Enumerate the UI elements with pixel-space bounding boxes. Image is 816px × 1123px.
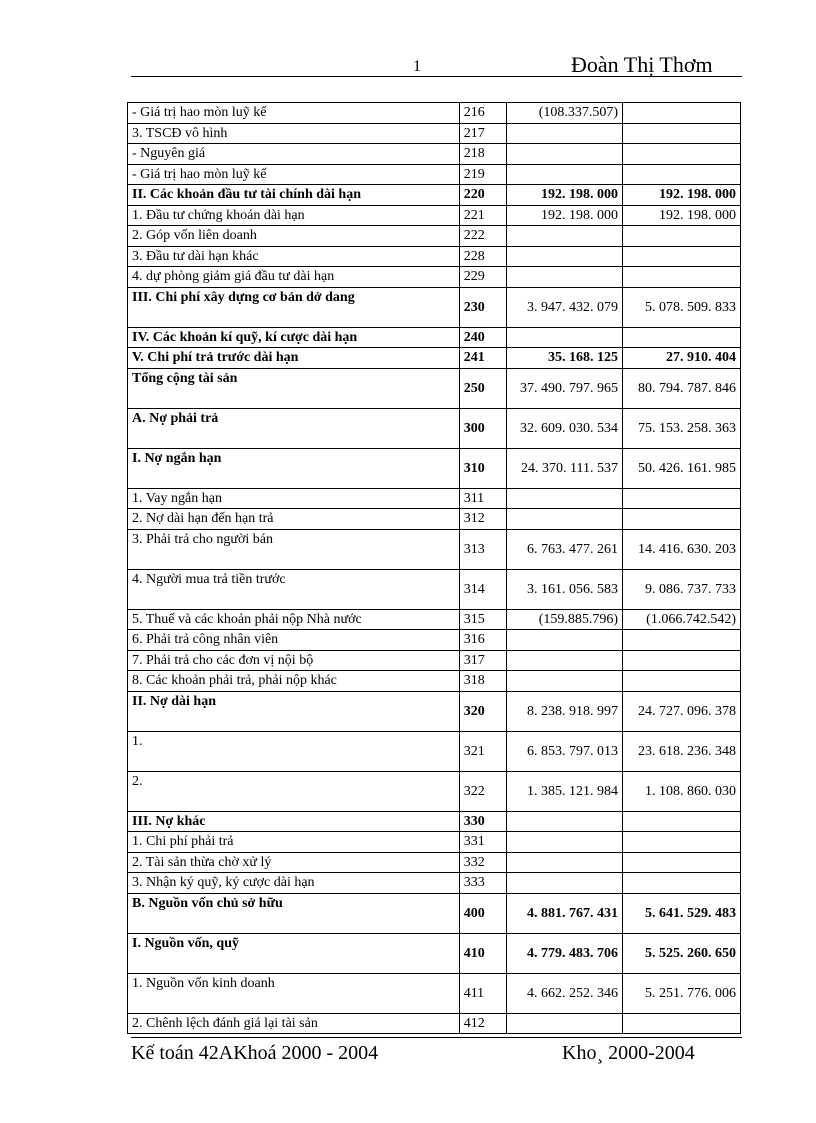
row-label-cell: 1. Chi phí phải trả [128,832,460,853]
row-label-cell: I. Nguồn vốn, quỹ [128,933,460,973]
row-label-cell: 1. Đầu tư chứng khoán dài hạn [128,205,460,226]
table-row [128,630,741,651]
table-row [128,226,741,247]
table-row [128,123,741,144]
row-label-cell: 4. dự phòng giảm giá đầu tư dài hạn [128,267,460,288]
row-label-cell: 1. [128,731,460,771]
row-code-cell: 333 [459,873,506,894]
table-row [128,1013,741,1034]
row-label-cell: 1. Vay ngắn hạn [128,488,460,509]
table-row [128,144,741,165]
row-value-previous-cell [623,123,741,144]
table-row [128,488,741,509]
row-label-cell: Tổng cộng tài sản [128,368,460,408]
table-row [128,205,741,226]
row-code-cell: 217 [459,123,506,144]
row-value-previous-cell: 5. 525. 260. 650 [623,933,741,973]
table-row [128,609,741,630]
row-code-cell: 317 [459,650,506,671]
row-code-cell: 240 [459,327,506,348]
row-label-cell: A. Nợ phải trả [128,408,460,448]
row-label-cell: V. Chi phí trả trước dài hạn [128,348,460,369]
row-value-current-cell: (159.885.796) [507,609,623,630]
row-code-cell: 312 [459,509,506,530]
table-row [128,327,741,348]
row-code-cell: 318 [459,671,506,692]
row-code-cell: 331 [459,832,506,853]
row-code-cell: 310 [459,448,506,488]
row-label-cell: 2. Chênh lệch đánh giá lại tài sản [128,1013,460,1034]
footer-rule [131,1037,742,1038]
row-label-cell: B. Nguồn vốn chủ sở hữu [128,893,460,933]
table-row [128,408,741,448]
row-code-cell: 228 [459,246,506,267]
row-code-cell: 230 [459,287,506,327]
row-code-cell: 241 [459,348,506,369]
row-value-current-cell [507,650,623,671]
row-label-cell: - Giá trị hao mòn luỹ kế [128,103,460,124]
row-value-previous-cell [623,650,741,671]
row-value-previous-cell [623,164,741,185]
table-row [128,731,741,771]
row-code-cell: 250 [459,368,506,408]
row-label-cell: I. Nợ ngắn hạn [128,448,460,488]
row-value-current-cell [507,671,623,692]
row-value-previous-cell [623,671,741,692]
table-row [128,671,741,692]
row-value-current-cell: 3. 947. 432. 079 [507,287,623,327]
row-code-cell: 313 [459,529,506,569]
row-value-previous-cell: 50. 426. 161. 985 [623,448,741,488]
table-row [128,650,741,671]
row-value-current-cell: 35. 168. 125 [507,348,623,369]
row-value-previous-cell [623,226,741,247]
row-value-previous-cell [623,144,741,165]
row-code-cell: 411 [459,973,506,1013]
row-value-current-cell [507,509,623,530]
row-code-cell: 216 [459,103,506,124]
row-code-cell: 229 [459,267,506,288]
row-value-previous-cell [623,630,741,651]
row-value-current-cell: 6. 853. 797. 013 [507,731,623,771]
row-value-current-cell [507,811,623,832]
row-value-current-cell [507,873,623,894]
row-value-previous-cell [623,246,741,267]
row-value-current-cell: 1. 385. 121. 984 [507,771,623,811]
row-value-current-cell: 192. 198. 000 [507,205,623,226]
row-value-current-cell [507,630,623,651]
table-row [128,569,741,609]
row-value-previous-cell: 24. 727. 096. 378 [623,691,741,731]
row-value-current-cell [507,164,623,185]
row-code-cell: 332 [459,852,506,873]
row-label-cell: 2. [128,771,460,811]
table-row [128,448,741,488]
row-value-previous-cell: 80. 794. 787. 846 [623,368,741,408]
row-value-previous-cell [623,509,741,530]
row-label-cell: 4. Người mua trả tiền trước [128,569,460,609]
table-row [128,267,741,288]
row-code-cell: 218 [459,144,506,165]
row-value-current-cell [507,327,623,348]
row-code-cell: 330 [459,811,506,832]
row-label-cell: 3. Nhận ký quỹ, ký cược dài hạn [128,873,460,894]
table-row [128,691,741,731]
table-row [128,287,741,327]
row-label-cell: III. Chi phí xây dựng cơ bản dở dang [128,287,460,327]
row-code-cell: 222 [459,226,506,247]
table-row [128,873,741,894]
row-label-cell: 1. Nguồn vốn kinh doanh [128,973,460,1013]
row-value-current-cell: 24. 370. 111. 537 [507,448,623,488]
row-value-current-cell [507,1013,623,1034]
row-code-cell: 220 [459,185,506,206]
row-label-cell: 3. Phải trả cho người bán [128,529,460,569]
table-row [128,246,741,267]
row-value-current-cell: 4. 779. 483. 706 [507,933,623,973]
row-value-current-cell [507,144,623,165]
row-value-current-cell [507,832,623,853]
row-value-previous-cell: 192. 198. 000 [623,205,741,226]
row-value-previous-cell [623,488,741,509]
row-value-previous-cell: 5. 078. 509. 833 [623,287,741,327]
row-label-cell: 2. Góp vốn liên doanh [128,226,460,247]
table-row [128,164,741,185]
row-value-previous-cell [623,1013,741,1034]
table-row [128,893,741,933]
table-row [128,103,741,124]
row-code-cell: 320 [459,691,506,731]
table-row [128,185,741,206]
row-value-previous-cell [623,811,741,832]
row-label-cell: - Giá trị hao mòn luỹ kế [128,164,460,185]
header-rule [131,76,742,77]
row-label-cell: IV. Các khoản kí quỹ, kí cược dài hạn [128,327,460,348]
row-value-previous-cell: 5. 641. 529. 483 [623,893,741,933]
row-value-current-cell [507,488,623,509]
row-label-cell: 8. Các khoản phải trả, phải nộp khác [128,671,460,692]
row-label-cell: II. Nợ dài hạn [128,691,460,731]
table-row [128,368,741,408]
table-row [128,509,741,530]
row-value-current-cell [507,123,623,144]
row-value-current-cell: 3. 161. 056. 583 [507,569,623,609]
table-row [128,348,741,369]
row-value-previous-cell: 14. 416. 630. 203 [623,529,741,569]
row-label-cell: II. Các khoản đầu tư tài chính dài hạn [128,185,460,206]
row-value-previous-cell [623,873,741,894]
row-label-cell: 3. Đầu tư dài hạn khác [128,246,460,267]
row-value-current-cell: 8. 238. 918. 997 [507,691,623,731]
row-value-previous-cell: (1.066.742.542) [623,609,741,630]
row-label-cell: III. Nợ khác [128,811,460,832]
row-value-current-cell: 37. 490. 797. 965 [507,368,623,408]
table-row [128,771,741,811]
footer-right-text: Kho¸ 2000-2004 [562,1042,695,1064]
row-label-cell: 2. Tài sản thừa chờ xử lý [128,852,460,873]
row-code-cell: 315 [459,609,506,630]
row-code-cell: 410 [459,933,506,973]
table-row [128,811,741,832]
row-code-cell: 322 [459,771,506,811]
row-value-previous-cell [623,103,741,124]
row-value-current-cell: 192. 198. 000 [507,185,623,206]
row-code-cell: 300 [459,408,506,448]
table-row [128,973,741,1013]
table-row [128,529,741,569]
row-value-previous-cell [623,327,741,348]
table-row [128,933,741,973]
row-value-current-cell: 32. 609. 030. 534 [507,408,623,448]
balance-sheet-table [127,102,741,1034]
row-value-previous-cell: 23. 618. 236. 348 [623,731,741,771]
table-row [128,832,741,853]
row-label-cell: 7. Phải trả cho các đơn vị nội bộ [128,650,460,671]
row-value-previous-cell: 5. 251. 776. 006 [623,973,741,1013]
page-number: 1 [413,58,421,75]
row-value-previous-cell: 75. 153. 258. 363 [623,408,741,448]
row-value-previous-cell: 192. 198. 000 [623,185,741,206]
row-label-cell: 5. Thuế và các khoản phải nộp Nhà nước [128,609,460,630]
row-code-cell: 314 [459,569,506,609]
row-value-current-cell: (108.337.507) [507,103,623,124]
row-label-cell: 6. Phải trả công nhân viên [128,630,460,651]
row-label-cell: 2. Nợ dài hạn đến hạn trả [128,509,460,530]
author-name: Đoàn Thị Thơm [571,52,713,77]
row-value-current-cell: 4. 881. 767. 431 [507,893,623,933]
row-value-previous-cell: 27. 910. 404 [623,348,741,369]
row-code-cell: 219 [459,164,506,185]
row-label-cell: - Nguyên giá [128,144,460,165]
row-code-cell: 316 [459,630,506,651]
row-value-current-cell: 6. 763. 477. 261 [507,529,623,569]
row-value-current-cell: 4. 662. 252. 346 [507,973,623,1013]
table-row [128,852,741,873]
row-code-cell: 321 [459,731,506,771]
balance-sheet-body [128,103,741,1034]
row-label-cell: 3. TSCĐ vô hình [128,123,460,144]
row-value-previous-cell [623,852,741,873]
row-value-current-cell [507,267,623,288]
row-value-previous-cell: 1. 108. 860. 030 [623,771,741,811]
row-value-previous-cell: 9. 086. 737. 733 [623,569,741,609]
row-code-cell: 221 [459,205,506,226]
footer-left-text: Kế toán 42AKhoá 2000 - 2004 [131,1042,379,1064]
row-code-cell: 400 [459,893,506,933]
row-code-cell: 311 [459,488,506,509]
row-value-previous-cell [623,832,741,853]
row-value-current-cell [507,226,623,247]
row-code-cell: 412 [459,1013,506,1034]
row-value-previous-cell [623,267,741,288]
row-value-current-cell [507,246,623,267]
row-value-current-cell [507,852,623,873]
